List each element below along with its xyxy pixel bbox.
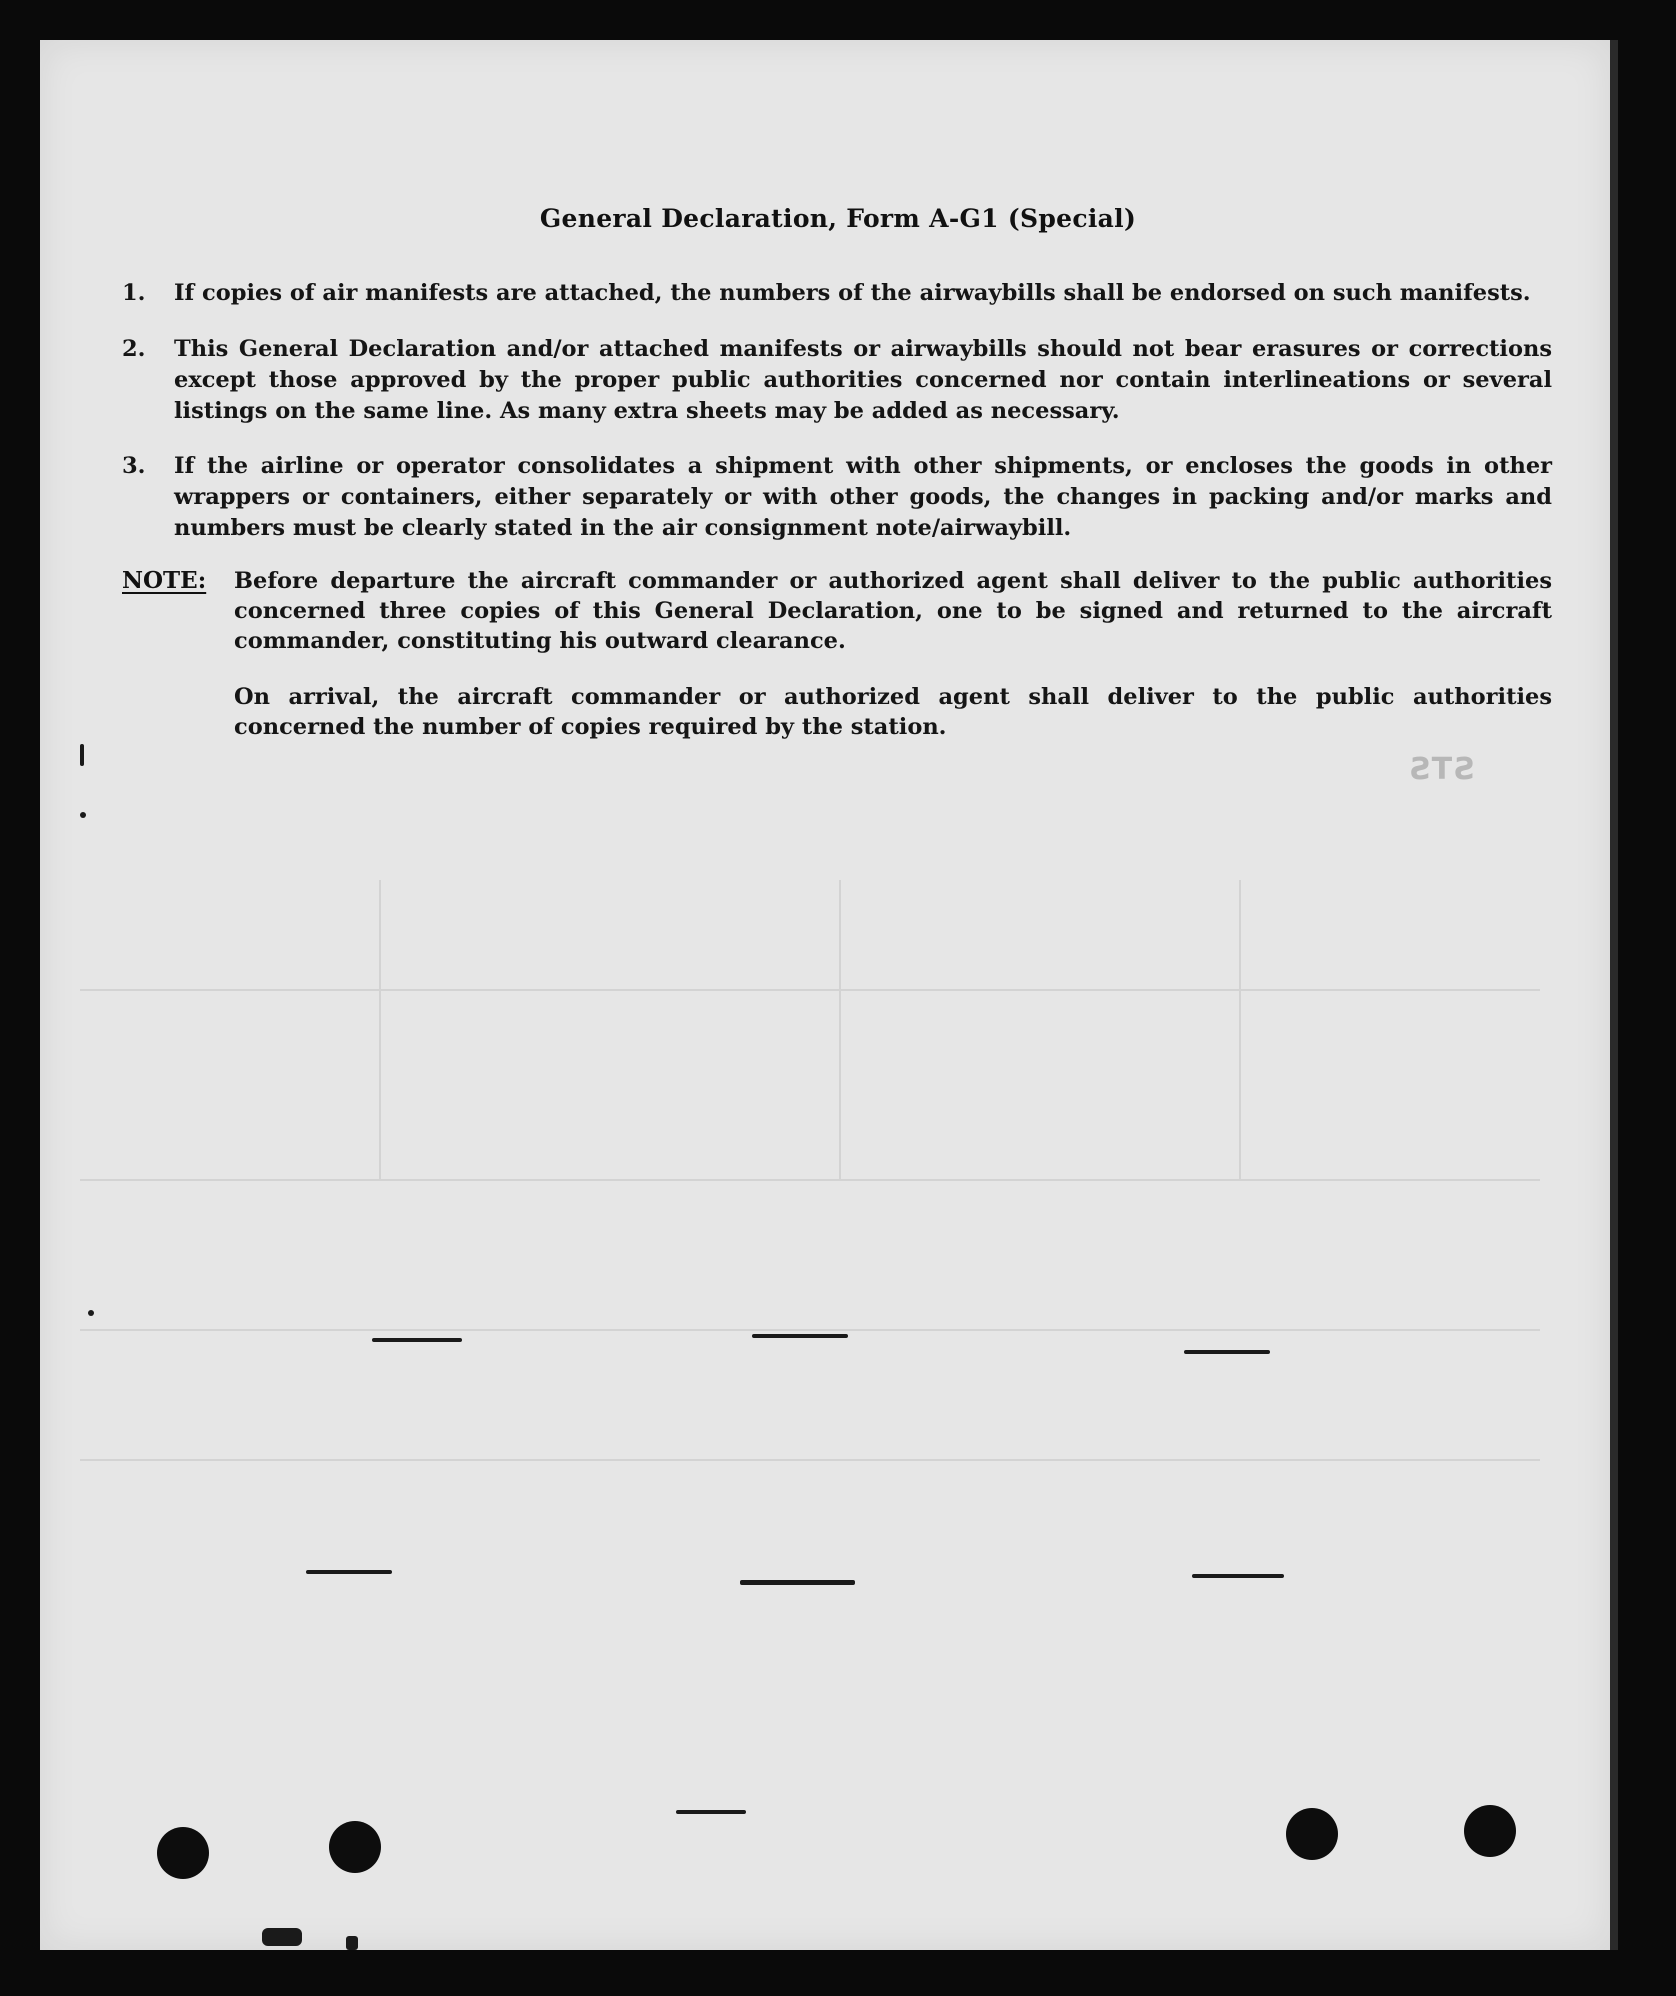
speck-mark — [80, 812, 86, 818]
speck-mark — [80, 744, 84, 766]
note-paragraph-2: On arrival, the aircraft commander or authorized agent shall deliver to the public authorities concerned the number of copies required by the station. — [234, 684, 1552, 740]
speck-mark — [676, 1810, 746, 1814]
speck-mark — [740, 1580, 855, 1585]
punch-hole — [1464, 1805, 1516, 1857]
item-text: If copies of air manifests are attached, the numbers of the airwaybills shall be endorsed on such manifests. — [174, 280, 1531, 306]
speck-mark — [262, 1928, 302, 1946]
speck-mark — [372, 1338, 462, 1342]
punch-hole — [1286, 1808, 1338, 1860]
stamp-mark: STS — [1408, 752, 1475, 787]
note-paragraph-1: Before departure the aircraft commander or authorized agent shall deliver to the public authorities concerned three copies of this General Declaration, one to be signed and returned to the aircraft commander, constituting his outward clearance. — [234, 568, 1552, 654]
instruction-item-1 — [122, 278, 1552, 309]
speck-mark — [306, 1570, 392, 1574]
punch-hole — [329, 1821, 381, 1873]
note-label: NOTE: — [122, 567, 207, 594]
item-number: 1. — [122, 280, 146, 306]
speck-mark — [346, 1936, 358, 1950]
speck-mark — [752, 1334, 848, 1338]
speck-mark — [1192, 1574, 1284, 1578]
item-text: If the airline or operator consolidates a shipment with other shipments, or encloses the goods in other wrappers or containers, either separately or with other goods, the changes in packing and/or marks and numbers must be clearly stated in the air consignment note/airwaybill. — [174, 453, 1552, 541]
item-number: 2. — [122, 336, 146, 362]
item-text: This General Declaration and/or attached manifests or airwaybills should not bear erasures or corrections except those approved by the proper public authorities concerned nor contain interlineations or several listings on the same line. As many extra sheets may be added as necessary. — [174, 336, 1552, 424]
speck-mark — [88, 1310, 94, 1316]
instruction-item-3 — [122, 451, 1552, 544]
speck-mark — [1184, 1350, 1270, 1354]
page-title: General Declaration, Form A-G1 (Special) — [539, 204, 1137, 233]
item-number: 3. — [122, 453, 146, 479]
instruction-item-2 — [122, 334, 1552, 427]
page-edge-shadow — [1610, 40, 1618, 1950]
punch-hole — [157, 1827, 209, 1879]
